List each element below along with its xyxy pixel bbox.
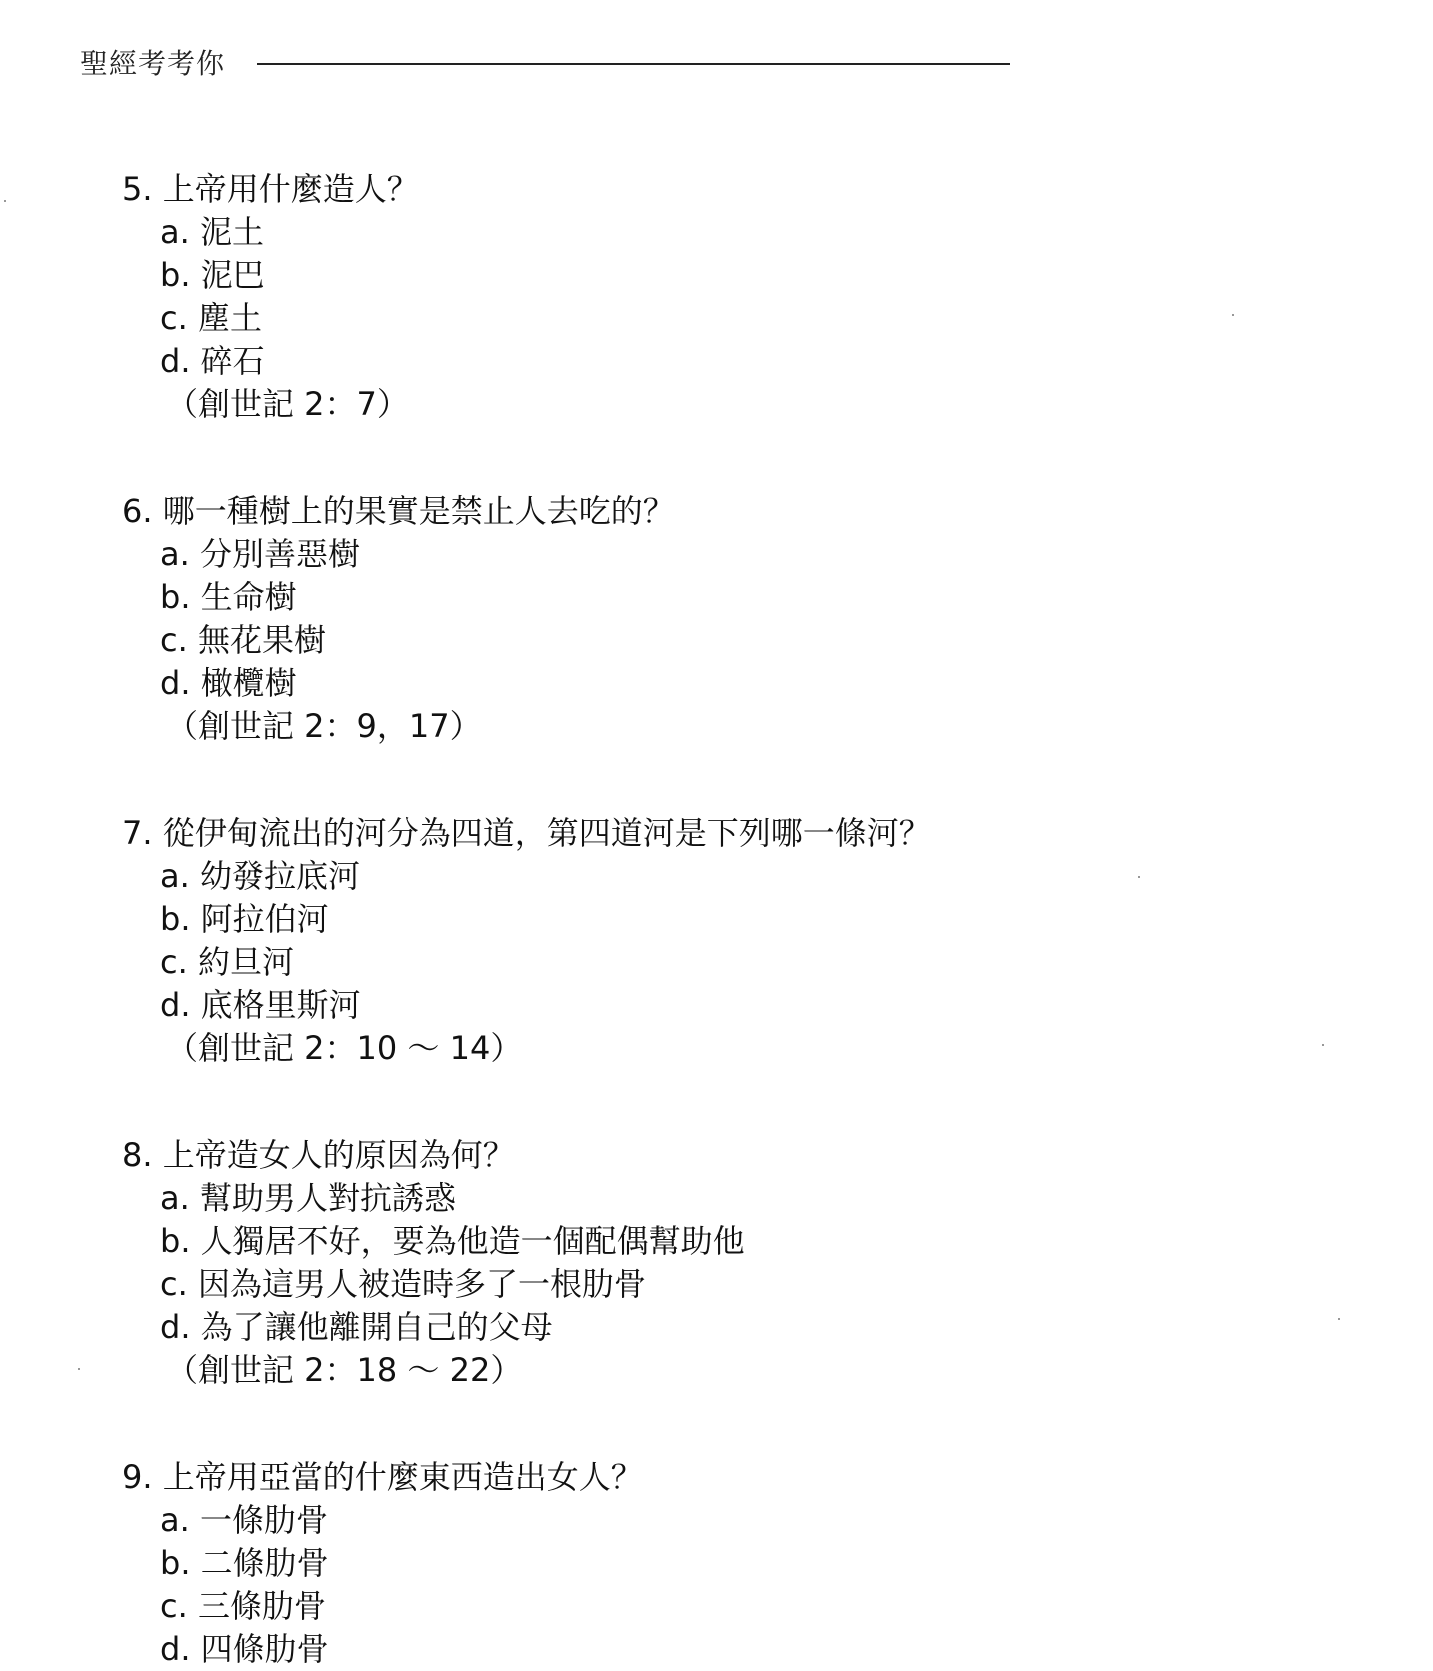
- question-text: 5. 上帝用什麼造人？: [122, 170, 419, 208]
- option-d: d. 橄欖樹: [160, 664, 297, 702]
- question-text: 7. 從伊甸流出的河分為四道，第四道河是下列哪一條河？: [122, 814, 931, 852]
- scripture-reference: （創世記 2：7）: [166, 385, 409, 423]
- scan-speck: [4, 200, 6, 202]
- question-item: [122, 490, 1322, 748]
- option-c: c. 三條肋骨: [160, 1587, 326, 1625]
- question-text: 9. 上帝用亞當的什麼東西造出女人？: [122, 1458, 643, 1496]
- option-c: c. 因為這男人被造時多了一根肋骨: [160, 1265, 646, 1303]
- option-a: a. 幼發拉底河: [160, 857, 360, 895]
- scan-speck: [1338, 1318, 1340, 1320]
- option-d: d. 四條肋骨: [160, 1630, 329, 1668]
- option-d: d. 碎石: [160, 342, 265, 380]
- question-item: [122, 1134, 1322, 1392]
- scripture-reference: （創世記 2：9，17）: [166, 707, 482, 745]
- question-item: [122, 812, 1322, 1070]
- question-item: [122, 1456, 1322, 1671]
- option-b: b. 生命樹: [160, 578, 297, 616]
- header-rule: [257, 63, 1010, 65]
- question-text: 8. 上帝造女人的原因為何？: [122, 1136, 515, 1174]
- option-c: c. 無花果樹: [160, 621, 326, 659]
- question-text: 6. 哪一種樹上的果實是禁止人去吃的？: [122, 492, 675, 530]
- question-item: [122, 168, 1322, 426]
- option-a: a. 一條肋骨: [160, 1501, 328, 1539]
- option-b: b. 泥巴: [160, 256, 265, 294]
- question-list: [122, 168, 1322, 1671]
- page-header: [80, 42, 1010, 82]
- scripture-reference: （創世記 2：18 ～ 22）: [166, 1351, 523, 1389]
- option-b: b. 阿拉伯河: [160, 900, 329, 938]
- option-d: d. 底格里斯河: [160, 986, 361, 1024]
- page-title: 聖經考考你: [80, 47, 226, 80]
- scan-speck: [1138, 876, 1140, 878]
- scan-speck: [78, 1368, 80, 1370]
- option-d: d. 為了讓他離開自己的父母: [160, 1308, 553, 1346]
- option-a: a. 幫助男人對抗誘惑: [160, 1179, 456, 1217]
- option-a: a. 分別善惡樹: [160, 535, 360, 573]
- scan-speck: [1232, 314, 1234, 316]
- scan-speck: [1322, 1044, 1324, 1046]
- option-a: a. 泥土: [160, 213, 264, 251]
- option-c: c. 約旦河: [160, 943, 294, 981]
- option-b: b. 人獨居不好，要為他造一個配偶幫助他: [160, 1222, 745, 1260]
- option-b: b. 二條肋骨: [160, 1544, 329, 1582]
- option-c: c. 塵土: [160, 299, 262, 337]
- scripture-reference: （創世記 2：10 ～ 14）: [166, 1029, 523, 1067]
